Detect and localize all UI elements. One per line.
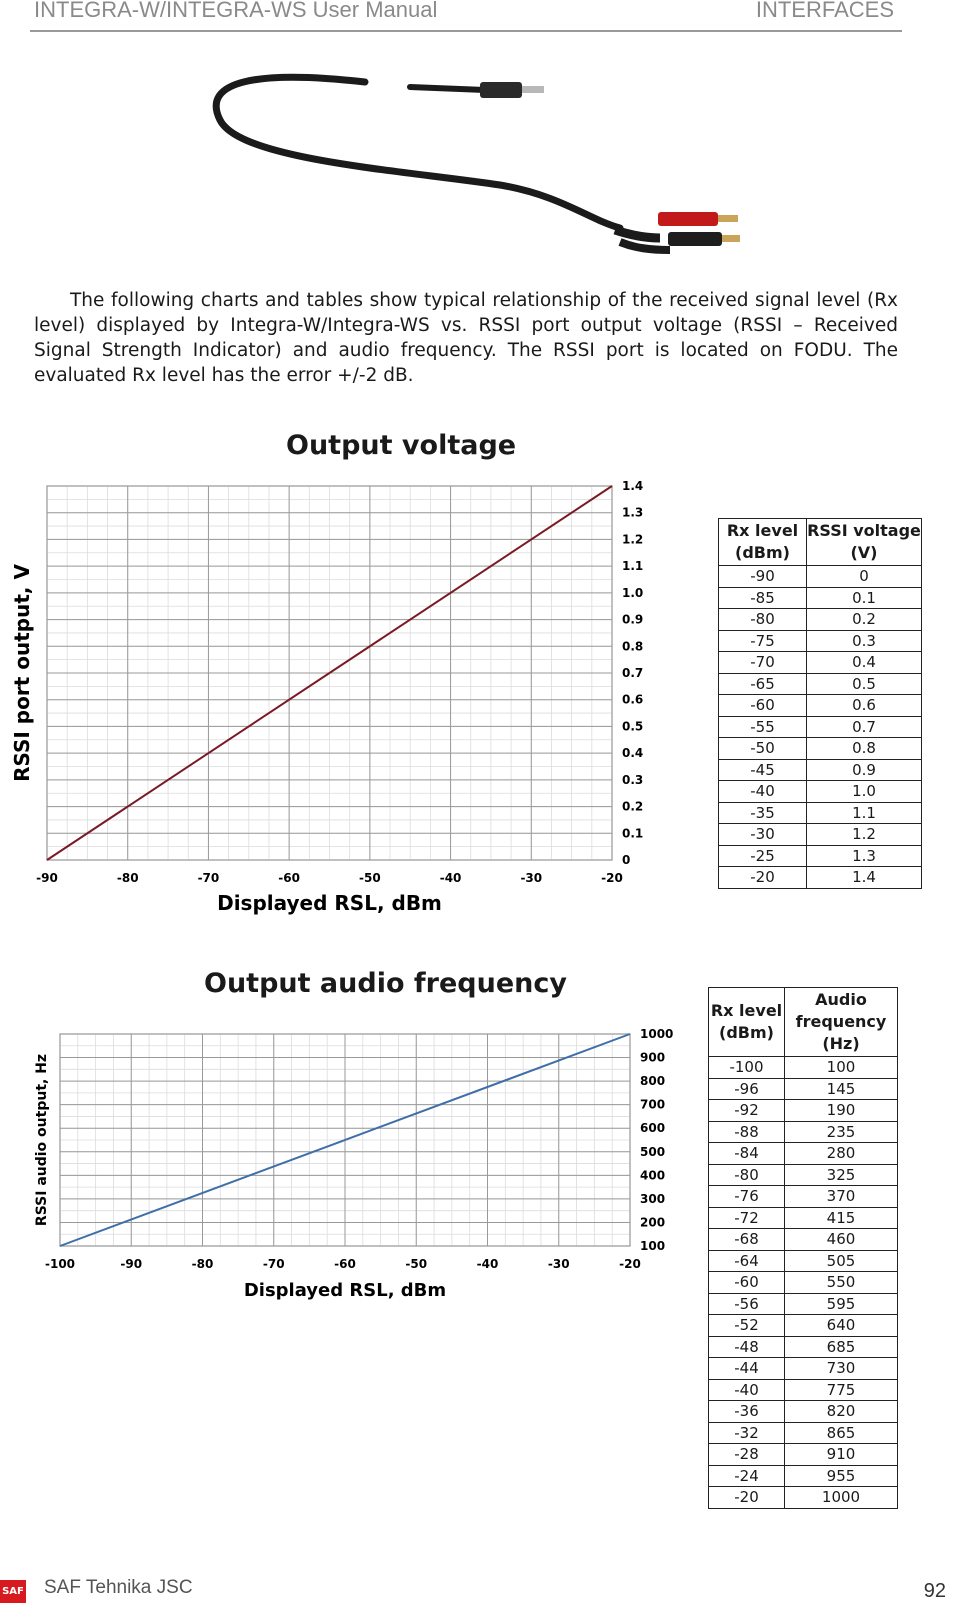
voltage-chart-x-tick-label: -30 xyxy=(520,871,543,885)
frequency-table-row xyxy=(709,1465,898,1487)
frequency-table-value-cell: 640 xyxy=(785,1315,898,1337)
frequency-table-rx-cell: -68 xyxy=(709,1229,785,1251)
frequency-chart-x-axis-label: Displayed RSL, dBm xyxy=(243,1280,447,1301)
frequency-chart-y-tick-label: 200 xyxy=(640,1215,666,1230)
voltage-table-value-cell: 0.2 xyxy=(807,609,922,631)
frequency-table-row xyxy=(709,1358,898,1380)
voltage-chart-x-tick-label: -80 xyxy=(116,871,139,885)
frequency-table-rx-cell: -60 xyxy=(709,1272,785,1294)
voltage-table-value-cell: 1.3 xyxy=(807,845,922,867)
frequency-table-row xyxy=(709,1250,898,1272)
frequency-table-rx-cell: -52 xyxy=(709,1315,785,1337)
frequency-table-rx-cell: -88 xyxy=(709,1121,785,1143)
header-manual-title: INTEGRA-W/INTEGRA-WS User Manual xyxy=(34,0,438,22)
frequency-table-value-cell: 730 xyxy=(785,1358,898,1380)
frequency-table-row xyxy=(709,1143,898,1165)
voltage-chart-y-tick-label: 0.5 xyxy=(622,719,644,734)
company-logo: SAF xyxy=(0,1580,26,1603)
frequency-table-value-cell: 865 xyxy=(785,1422,898,1444)
frequency-table-row xyxy=(709,1401,898,1423)
frequency-chart-title: Output audio frequency xyxy=(204,968,567,999)
voltage-table-rx-cell: -85 xyxy=(719,587,807,609)
voltage-table-rx-cell: -40 xyxy=(719,781,807,803)
voltage-table-value-cell: 1.2 xyxy=(807,824,922,846)
voltage-table-rx-cell: -70 xyxy=(719,652,807,674)
frequency-chart-y-tick-label: 800 xyxy=(640,1074,666,1089)
frequency-table-row xyxy=(709,1422,898,1444)
voltage-table-rx-cell: -55 xyxy=(719,716,807,738)
frequency-table-rx-cell: -48 xyxy=(709,1336,785,1358)
voltage-chart-y-tick-label: 0.2 xyxy=(622,799,644,814)
voltage-table-rx-cell: -50 xyxy=(719,738,807,760)
frequency-table-rx-cell: -72 xyxy=(709,1207,785,1229)
frequency-chart-y-tick-label: 400 xyxy=(640,1168,666,1183)
frequency-table-value-cell: 820 xyxy=(785,1401,898,1423)
frequency-table-rx-cell: -32 xyxy=(709,1422,785,1444)
frequency-chart-y-axis-label: RSSI audio output, Hz xyxy=(34,1053,50,1227)
frequency-table-value-cell: 415 xyxy=(785,1207,898,1229)
voltage-table-rx-cell: -30 xyxy=(719,824,807,846)
frequency-table-rx-cell: -84 xyxy=(709,1143,785,1165)
page-number: 92 xyxy=(923,1580,946,1602)
footer-company: SAF Tehnika JSC xyxy=(44,1577,193,1598)
frequency-table-row xyxy=(709,1057,898,1079)
voltage-chart-y-tick-label: 0.6 xyxy=(622,692,644,707)
frequency-chart-x-tick-label: -90 xyxy=(120,1257,143,1271)
voltage-chart-y-tick-label: 0.4 xyxy=(622,746,644,761)
voltage-table-value-cell: 0.9 xyxy=(807,759,922,781)
frequency-chart-x-tick-label: -40 xyxy=(476,1257,499,1271)
voltage-chart-y-tick-label: 0.7 xyxy=(622,666,644,680)
frequency-table-rx-cell: -80 xyxy=(709,1164,785,1186)
frequency-table-rx-cell: -64 xyxy=(709,1250,785,1272)
frequency-table-rx-cell: -100 xyxy=(709,1057,785,1079)
frequency-table-row xyxy=(709,1336,898,1358)
frequency-table-value-cell: 505 xyxy=(785,1250,898,1272)
voltage-table-value-cell: 0.1 xyxy=(807,587,922,609)
frequency-chart-x-tick-label: -70 xyxy=(262,1257,285,1271)
frequency-table-header-rx: Rx level (dBm) xyxy=(709,988,785,1057)
frequency-chart-x-tick-label: -100 xyxy=(44,1257,76,1271)
voltage-table-rx-cell: -45 xyxy=(719,759,807,781)
voltage-chart-y-tick-label: 1.1 xyxy=(622,559,644,574)
voltage-table-rx-cell: -65 xyxy=(719,673,807,695)
header-section: INTERFACES xyxy=(755,0,894,22)
frequency-table-row xyxy=(709,1487,898,1509)
frequency-table-value-cell: 145 xyxy=(785,1078,898,1100)
frequency-table-rx-cell: -96 xyxy=(709,1078,785,1100)
frequency-chart-y-tick-label: 900 xyxy=(640,1050,666,1065)
frequency-chart-x-tick-label: -80 xyxy=(191,1257,214,1271)
frequency-table-row xyxy=(709,1272,898,1294)
frequency-table-row xyxy=(709,1164,898,1186)
voltage-table-value-cell: 0.4 xyxy=(807,652,922,674)
voltage-chart-y-axis-label: RSSI port output, V xyxy=(10,564,34,782)
frequency-table-row xyxy=(709,1186,898,1208)
frequency-table-rx-cell: -92 xyxy=(709,1100,785,1122)
voltage-table-value-cell: 1.4 xyxy=(807,867,922,889)
frequency-table-rx-cell: -56 xyxy=(709,1293,785,1315)
voltage-chart-x-tick-label: -50 xyxy=(359,871,381,885)
voltage-table-value-cell: 1.1 xyxy=(807,802,922,824)
voltage-table-rx-cell: -25 xyxy=(719,845,807,867)
voltage-table-rx-cell: -60 xyxy=(719,695,807,717)
frequency-table-row xyxy=(709,1379,898,1401)
frequency-table-rx-cell: -44 xyxy=(709,1358,785,1380)
voltage-chart-y-tick-label: 1.2 xyxy=(622,532,644,547)
frequency-table-value-cell: 235 xyxy=(785,1121,898,1143)
voltage-table-value-cell: 0.6 xyxy=(807,695,922,717)
voltage-table-header-voltage: RSSI voltage (V) xyxy=(807,519,922,566)
voltage-chart-x-axis-label: Displayed RSL, dBm xyxy=(217,891,442,915)
frequency-table xyxy=(708,987,898,1509)
voltage-table-rx-cell: -75 xyxy=(719,630,807,652)
frequency-table-row xyxy=(709,1293,898,1315)
frequency-table-rx-cell: -24 xyxy=(709,1465,785,1487)
voltage-table-value-cell: 0 xyxy=(807,566,922,588)
frequency-table-row xyxy=(709,1207,898,1229)
voltage-table-value-cell: 0.8 xyxy=(807,738,922,760)
frequency-table-rx-cell: -36 xyxy=(709,1401,785,1423)
frequency-table-rx-cell: -20 xyxy=(709,1487,785,1509)
frequency-table-value-cell: 1000 xyxy=(785,1487,898,1509)
frequency-table-rx-cell: -76 xyxy=(709,1186,785,1208)
voltage-table-header-rx: Rx level (dBm) xyxy=(719,519,807,566)
frequency-table-row xyxy=(709,1100,898,1122)
frequency-chart-x-tick-label: -30 xyxy=(547,1257,570,1271)
frequency-table-rx-cell: -40 xyxy=(709,1379,785,1401)
frequency-table-value-cell: 595 xyxy=(785,1293,898,1315)
voltage-table-rx-cell: -90 xyxy=(719,566,807,588)
frequency-table-value-cell: 325 xyxy=(785,1164,898,1186)
frequency-table-row xyxy=(709,1078,898,1100)
voltage-chart-x-tick-label: -60 xyxy=(278,871,300,885)
voltage-chart-y-tick-label: 0.3 xyxy=(622,772,644,787)
voltage-table-rx-cell: -20 xyxy=(719,867,807,889)
voltage-chart-title: Output voltage xyxy=(286,430,517,461)
frequency-table-row xyxy=(709,1444,898,1466)
frequency-chart-y-tick-label: 300 xyxy=(640,1191,666,1206)
voltage-table-value-cell: 0.7 xyxy=(807,716,922,738)
frequency-table-value-cell: 460 xyxy=(785,1229,898,1251)
voltage-chart-y-tick-label: 1.0 xyxy=(622,585,644,600)
frequency-table-value-cell: 550 xyxy=(785,1272,898,1294)
voltage-table-rx-cell: -35 xyxy=(719,802,807,824)
voltage-table-rx-cell: -80 xyxy=(719,609,807,631)
frequency-chart-x-tick-label: -50 xyxy=(405,1257,428,1271)
frequency-chart-y-tick-label: 100 xyxy=(640,1239,666,1253)
frequency-chart-x-tick-label: -60 xyxy=(334,1257,356,1271)
voltage-chart-x-tick-label: -70 xyxy=(197,871,220,885)
voltage-chart-y-tick-label: 0.9 xyxy=(622,612,644,627)
frequency-table-row xyxy=(709,1121,898,1143)
voltage-table-value-cell: 0.3 xyxy=(807,630,922,652)
voltage-table-value-cell: 1.0 xyxy=(807,781,922,803)
voltage-chart-x-tick-label: -20 xyxy=(601,871,623,885)
voltage-chart-y-tick-label: 0 xyxy=(622,853,631,867)
frequency-table-value-cell: 190 xyxy=(785,1100,898,1122)
frequency-table-value-cell: 685 xyxy=(785,1336,898,1358)
frequency-table-rx-cell: -28 xyxy=(709,1444,785,1466)
intro-paragraph: The following charts and tables show typical relationship of the received signal level (Rx level) displayed by Integra-W/Integra-WS vs. RSSI port output voltage (RSSI – Received Signal Strength Indicator) and audio frequency. The RSSI port is located on FODU. The evaluated Rx level has the error +/-2 dB. xyxy=(34,290,898,386)
frequency-table-header-frequency: Audio frequency (Hz) xyxy=(785,988,898,1057)
frequency-chart-y-tick-label: 1000 xyxy=(640,1027,674,1041)
voltage-chart-x-tick-label: -40 xyxy=(439,871,462,885)
frequency-chart-y-tick-label: 600 xyxy=(640,1121,666,1136)
frequency-chart-y-tick-label: 700 xyxy=(640,1097,666,1112)
frequency-table-value-cell: 955 xyxy=(785,1465,898,1487)
frequency-table-value-cell: 280 xyxy=(785,1143,898,1165)
voltage-chart-x-tick-label: -90 xyxy=(36,871,58,885)
voltage-table-value-cell: 0.5 xyxy=(807,673,922,695)
frequency-table-value-cell: 910 xyxy=(785,1444,898,1466)
frequency-chart-x-tick-label: -20 xyxy=(619,1257,641,1271)
frequency-table-value-cell: 370 xyxy=(785,1186,898,1208)
frequency-table-value-cell: 775 xyxy=(785,1379,898,1401)
voltage-chart-y-tick-label: 0.1 xyxy=(622,826,644,841)
voltage-chart-y-tick-label: 1.3 xyxy=(622,505,644,520)
frequency-chart-y-tick-label: 500 xyxy=(640,1144,666,1159)
frequency-table-row xyxy=(709,1229,898,1251)
frequency-table-value-cell: 100 xyxy=(785,1057,898,1079)
frequency-table-row xyxy=(709,1315,898,1337)
voltage-chart-y-tick-label: 1.4 xyxy=(622,479,644,493)
voltage-chart-y-tick-label: 0.8 xyxy=(622,639,644,654)
